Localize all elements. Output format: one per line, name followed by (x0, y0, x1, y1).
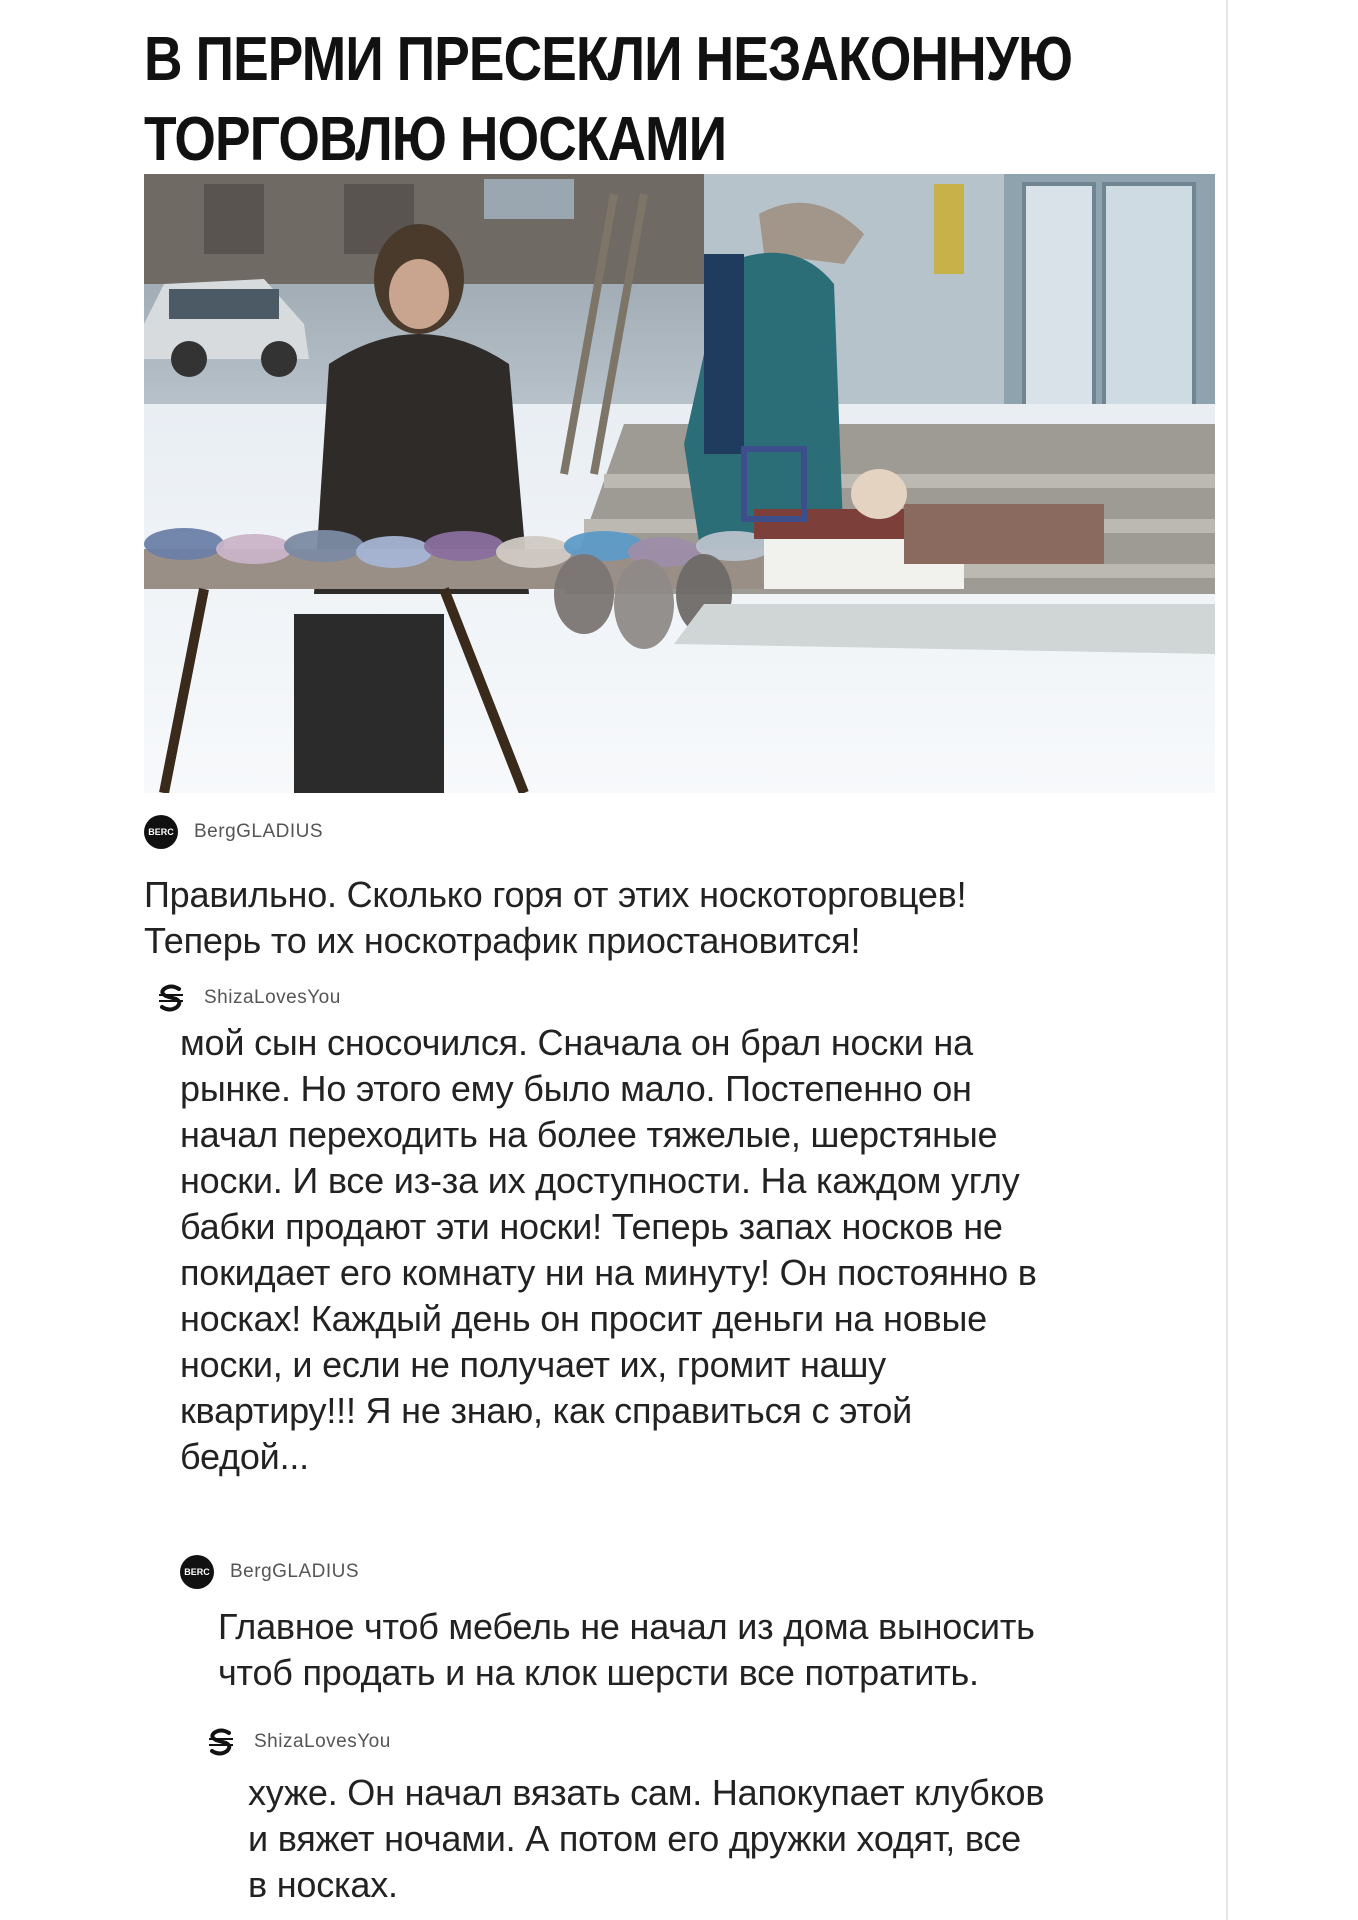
comment-header (144, 814, 1224, 850)
avatar[interactable]: BERC (180, 1555, 214, 1589)
comment-header (204, 1724, 1234, 1760)
news-photo (144, 174, 1215, 793)
comment-text: хуже. Он начал вязать сам. Напокупает клубков и вяжет ночами. А потом его дружки ходят, все в носках. (248, 1772, 1045, 1905)
headline-line-2: ТОРГОВЛЮ НОСКАМИ (144, 105, 727, 174)
comment-author[interactable]: ShizaLovesYou (254, 1731, 391, 1752)
s-logo-icon[interactable] (154, 981, 188, 1015)
comment-4 (204, 1724, 1234, 1908)
headline-line-1: В ПЕРМИ ПРЕСЕКЛИ НЕЗАКОННУЮ (144, 25, 1073, 94)
comment-text: Правильно. Сколько горя от этих носкоторговцев! Теперь то их носкотрафик приостановится! (144, 874, 967, 961)
comment-author[interactable]: BergGLADIUS (230, 1561, 360, 1582)
comment-author[interactable]: ShizaLovesYou (204, 987, 341, 1008)
comment-text: Главное чтоб мебель не начал из дома выносить чтоб продать и на клок шерсти все потратить. (218, 1606, 1035, 1693)
article-headline (144, 20, 1081, 180)
comment-author[interactable]: BergGLADIUS (194, 821, 324, 842)
street-market-photo-illustration (144, 174, 1215, 793)
avatar[interactable]: BERC (144, 815, 178, 849)
comment-header (180, 1554, 1240, 1590)
comment-text: мой сын сносочился. Сначала он брал носки на рынке. Но этого ему было мало. Постепенно он начал переходить на более тяжелые, шерстяные носки. И все из-за их доступности. На каждом углу бабки продают эти носки! Теперь запах носков не покидает его комнату ни на минуту! Он постоянно в носках! Каждый день он просит деньги на новые носки, и если не получает их, громит нашу квартиру!!! Я не знаю, как справиться с этой бедой... (180, 1022, 1037, 1477)
comment-2 (154, 980, 1234, 1480)
s-logo-icon[interactable] (204, 1725, 238, 1759)
comment-header (154, 980, 1234, 1016)
comment-1 (144, 814, 1224, 964)
comment-3 (180, 1554, 1240, 1696)
